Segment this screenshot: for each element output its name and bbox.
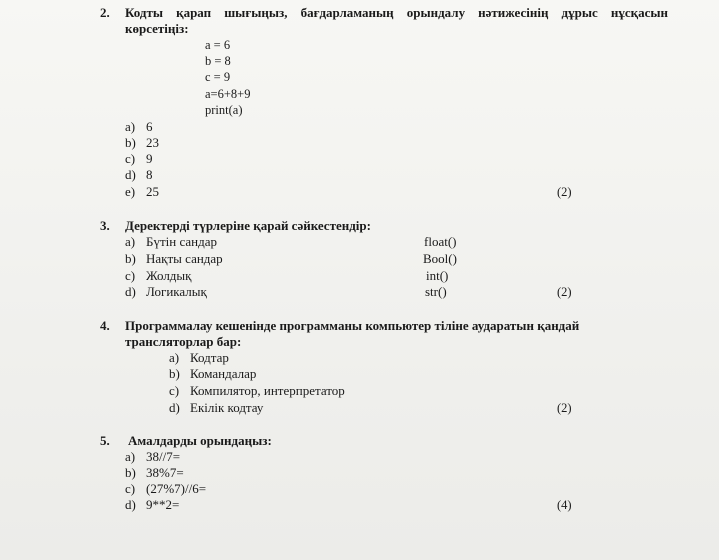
q3-row-letter: d): [125, 284, 136, 299]
q2-code-line: a=6+8+9: [205, 87, 251, 101]
q2-option-letter: e): [125, 184, 136, 199]
q5-option-letter: b): [125, 465, 136, 480]
q2-points: (2): [557, 185, 572, 199]
q3-points: (2): [557, 285, 572, 299]
q2-option-text: 23: [146, 135, 159, 150]
q2-option-text: 8: [146, 167, 153, 182]
q2-option-letter: b): [125, 135, 136, 150]
q5-option-letter: a): [125, 449, 136, 464]
q5-option-text: (27%7)//6=: [146, 481, 207, 496]
q2-code-line: c = 9: [205, 70, 231, 84]
q2-text-line1: Кодты қарап шығыңыз, бағдарламаның орындалу нәтижесінің дұрыс нұсқасын: [125, 5, 668, 20]
q2-number: 2.: [100, 5, 110, 20]
q5-option-letter: d): [125, 497, 136, 512]
q2-text-line2: көрсетіңіз:: [125, 21, 189, 36]
q2-option-text: 25: [146, 184, 159, 199]
q5-option-letter: c): [125, 481, 136, 496]
q3-row-right: float(): [424, 234, 457, 249]
q4-option-letter: a): [169, 350, 180, 365]
q3-row-left: Бүтін сандар: [146, 234, 218, 249]
q3-row-right: str(): [425, 284, 447, 299]
q3-row-right: Bool(): [423, 251, 457, 266]
q5-number: 5.: [100, 433, 110, 448]
q5-text: Амалдарды орындаңыз:: [128, 433, 272, 448]
q2-option-text: 6: [146, 119, 153, 134]
q4-points: (2): [557, 401, 572, 415]
q4-text-line2: трансляторлар бар:: [125, 334, 242, 349]
q4-option-text: Командалар: [190, 366, 257, 381]
q3-row-letter: b): [125, 251, 136, 266]
q3-row-left: Жолдық: [146, 268, 192, 283]
q2-code-line: b = 8: [205, 54, 231, 68]
q2-option-text: 9: [146, 151, 153, 166]
q3-row-letter: c): [125, 268, 136, 283]
q5-option-text: 38//7=: [146, 449, 181, 464]
q5-points: (4): [557, 498, 572, 512]
q2-code-line: print(a): [205, 103, 243, 117]
q4-option-letter: d): [169, 400, 180, 415]
q4-number: 4.: [100, 318, 110, 333]
q3-row-left: Логикалық: [146, 284, 207, 299]
q4-option-text: Екілік кодтау: [190, 400, 264, 415]
q2-option-letter: d): [125, 167, 136, 182]
q3-text: Деректерді түрлеріне қарай сәйкестендір:: [125, 218, 371, 233]
q4-option-text: Кодтар: [190, 350, 229, 365]
q3-row-letter: a): [125, 234, 136, 249]
q3-number: 3.: [100, 218, 110, 233]
q4-text-line1: Программалау кешенінде программаны компьютер тіліне аударатын қандай: [125, 318, 580, 333]
q2-option-letter: a): [125, 119, 136, 134]
q5-option-text: 9**2=: [146, 497, 180, 512]
q5-option-text: 38%7=: [146, 465, 184, 480]
q2-code-line: a = 6: [205, 38, 231, 52]
q2-option-letter: c): [125, 151, 136, 166]
q3-row-left: Нақты сандар: [146, 251, 223, 266]
q4-option-letter: c): [169, 383, 180, 398]
q3-row-right: int(): [426, 268, 449, 283]
q4-option-letter: b): [169, 366, 180, 381]
q4-option-text: Компилятор, интерпретатор: [190, 383, 345, 398]
